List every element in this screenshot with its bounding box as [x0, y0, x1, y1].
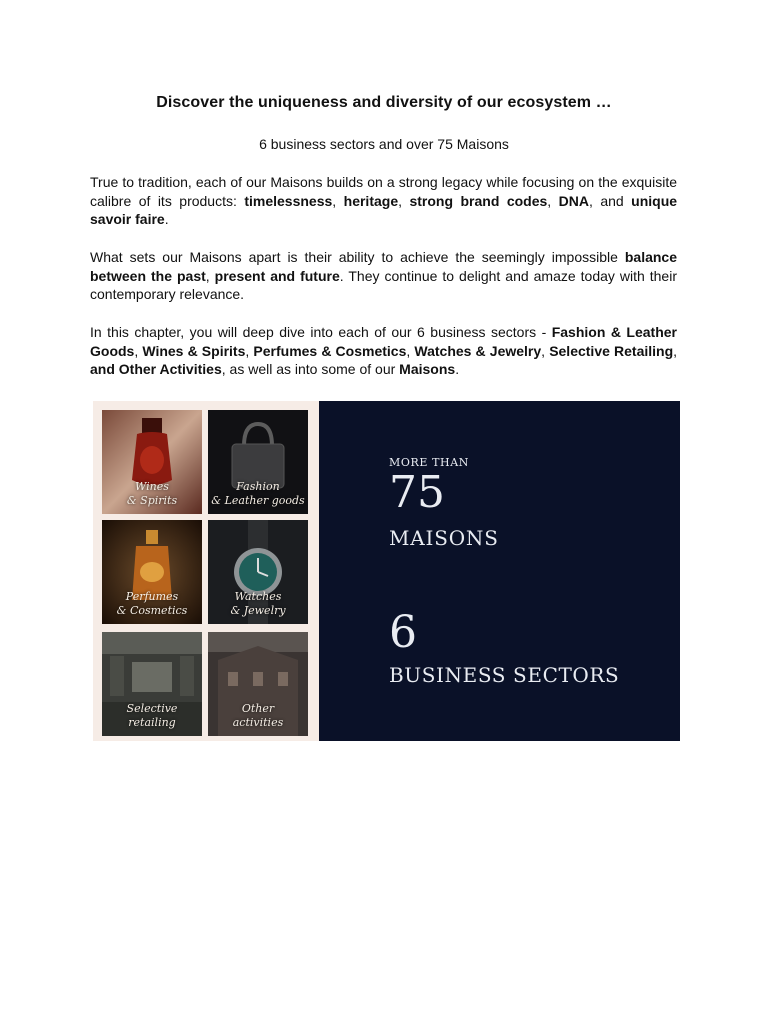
maisons-count: 75	[389, 467, 445, 518]
paragraph-balance: What sets our Maisons apart is their ability to achieve the seemingly impossible balance between the past, present and future. They continue to delight and amaze today with their contemporary relevance.	[90, 249, 677, 302]
tile-watches-jewelry	[208, 520, 308, 624]
paragraph-chapter: In this chapter, you will deep dive into each of our 6 business sectors - Fashion & Leather Goods, Wines & Spirits, Perfumes & Cosmetics, Watches & Jewelry, Selective Retailing, and Other Activities, as well as into some of our Maisons.	[90, 324, 678, 377]
stats-panel	[319, 401, 680, 741]
tile-label: Watches & Jewelry	[230, 590, 286, 617]
more-than-label: MORE THAN	[389, 456, 469, 469]
tile-wines-spirits	[102, 410, 202, 514]
paragraph-tradition: True to tradition, each of our Maisons builds on a strong legacy while focusing on the exquisite calibre of its products: timelessness, heritage, strong brand codes, DNA, and unique savoir faire.	[90, 174, 678, 227]
tile-label: Perfumes & Cosmetics	[116, 590, 188, 617]
tile-selective-retailing	[102, 632, 202, 736]
tile-label: Selective retailing	[126, 702, 178, 729]
tile-fashion-leather	[208, 410, 308, 514]
sectors-label: BUSINESS SECTORS	[389, 663, 620, 687]
tile-label: Wines & Spirits	[126, 480, 178, 507]
page-title: Discover the uniqueness and diversity of our ecosystem …	[156, 94, 612, 111]
tile-perfumes-cosmetics	[102, 520, 202, 624]
maisons-label: MAISONS	[389, 526, 499, 550]
ecosystem-banner	[93, 401, 680, 741]
tile-label: Other activities	[232, 702, 284, 729]
page-subtitle: 6 business sectors and over 75 Maisons	[259, 136, 509, 152]
sectors-count: 6	[389, 607, 417, 658]
tile-other-activities	[208, 632, 308, 736]
tile-label: Fashion & Leather goods	[211, 480, 305, 507]
